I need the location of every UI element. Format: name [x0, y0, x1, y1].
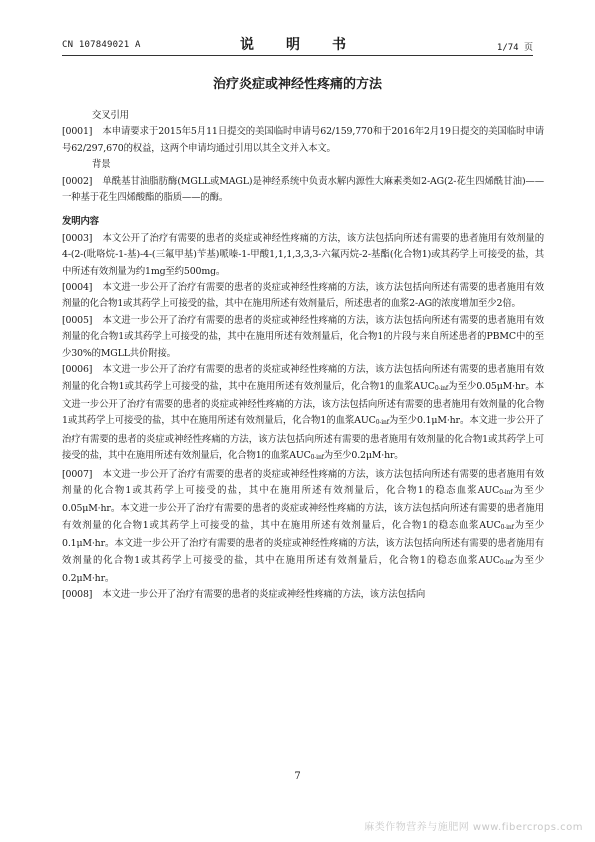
- paragraph-0007: [62, 467, 544, 588]
- paragraph-0005: [62, 313, 544, 362]
- paragraph-text: 本申请要求于2015年5月11日提交的美国临时申请号62/159,770和于2016年2月19日提交的美国临时申请号62/297,670的权益，这两个申请均通过引用以其全文并入本文。: [62, 126, 544, 154]
- subscript-0-inf: 0-inf: [499, 558, 514, 566]
- header-divider: [62, 55, 533, 56]
- header-page-count: 1/74 页: [496, 43, 533, 53]
- paragraph-number: [0005]: [62, 314, 93, 326]
- page-number: 7: [294, 771, 301, 782]
- paragraph-text-2: 为至少0.05μM·hr。本文进一步公开了治疗有需要的患者的炎症或神经性疼痛的方法，该方法包括向所述有需要的患者施用有效剂量的化合物1或其药学上可接受的盐，其中在施用所述有效剂量后，化合物1的血浆AUC: [62, 380, 544, 427]
- paragraph-0003: [62, 231, 544, 280]
- paragraph-number: [0008]: [62, 589, 93, 601]
- paragraph-number: [0004]: [62, 282, 93, 294]
- section-heading-background: 背景: [92, 159, 111, 171]
- watermark: 麻类作物营养与施肥网 www.fibercrops.com: [364, 822, 583, 833]
- paragraph-text-3: 为至少0.1μM·hr。本文进一步公开了治疗有需要的患者的炎症或神经性疼痛的方法，该方法包括向所述有需要的患者施用有效剂量的化合物1或其药学上可接受的盐，其中在施用所述有效剂量后，化合物1的稳态血浆AUC: [62, 519, 544, 566]
- section-heading-summary: 发明内容: [62, 216, 99, 228]
- header-doc-id: CN 107849021 A: [62, 40, 141, 50]
- subscript-0-inf: 0-inf: [434, 384, 448, 392]
- paragraph-text: 本文进一步公开了治疗有需要的患者的炎症或神经性疼痛的方法，该方法包括向所述有需要的患者施用有效剂量的化合物1或其药学上可接受的盐，其中在施用所述有效剂量后，化合物1的片段与来自所述患者的PBMC中的至少30%的MGLL共价附接。: [62, 314, 544, 359]
- paragraph-text: 单酰基甘油脂肪酶(MGLL或MAGL)是神经系统中负责水解内源性大麻素类如2-AG(2-花生四烯酰甘油)——一种基于花生四烯酸酯的脂质——的酶。: [62, 175, 544, 204]
- paragraph-number: [0007]: [62, 468, 93, 480]
- paragraph-text: 本文公开了治疗有需要的患者的炎症或神经性疼痛的方法，该方法包括向所述有需要的患者施用有效剂量的4-(2-(吡咯烷-1-基)-4-(三氟甲基)苄基)哌嗪-1-甲酸1,1,1,3,3,3-六氟丙烷-2-基酯(化合物1)或其药学上可接受的盐，其中所述有效剂量为约1mg至约500mg。: [62, 232, 544, 277]
- subscript-0-inf: 0-inf: [310, 454, 324, 462]
- paragraph-text-3: 为至少0.1μM·hr。本文进一步公开了治疗有需要的患者的炎症或神经性疼痛的方法，该方法包括向所述有需要的患者施用有效剂量的化合物1或其药学上可接受的盐，其中在施用所述有效剂量后，化合物1的血浆AUC: [62, 415, 544, 462]
- paragraph-text-1: 本文进一步公开了治疗有需要的患者的炎症或神经性疼痛的方法，该方法包括向所述有需要的患者施用有效剂量的化合物1或其药学上可接受的盐，其中在施用所述有效剂量后，化合物1的血浆AUC: [62, 364, 544, 392]
- paragraph-0001: [62, 124, 544, 157]
- document-title: 治疗炎症或神经性疼痛的方法: [212, 77, 382, 92]
- paragraph-0004: [62, 280, 544, 313]
- subscript-0-inf: 0-inf: [499, 488, 513, 496]
- document-body: [62, 108, 544, 604]
- paragraph-number: [0001]: [62, 126, 93, 138]
- paragraph-0006: [62, 362, 544, 466]
- paragraph-number: [0003]: [62, 232, 93, 244]
- header-title: 说 明 书: [240, 37, 355, 53]
- subscript-0-inf: 0-inf: [500, 523, 514, 531]
- paragraph-text-4: 为至少0.2μM·hr。: [323, 450, 404, 462]
- paragraph-0008: [62, 587, 544, 603]
- paragraph-text: 本文进一步公开了治疗有需要的患者的炎症或神经性疼痛的方法，该方法包括向所述有需要的患者施用有效剂量的化合物1或其药学上可接受的盐，其中在施用所述有效剂量后，所述患者的血浆2-AG的浓度增加至少2倍。: [62, 282, 544, 310]
- paragraph-text-2: 为至少0.05μM·hr。本文进一步公开了治疗有需要的患者的炎症或神经性疼痛的方法，该方法包括向所述有需要的患者施用有效剂量的化合物1或其药学上可接受的盐，其中在施用所述有效剂量后，化合物1的稳态血浆AUC: [62, 484, 544, 531]
- section-heading-cross-reference: 交叉引用: [92, 110, 129, 121]
- paragraph-number: [0002]: [62, 175, 93, 187]
- paragraph-0002: [62, 174, 544, 207]
- paragraph-text: 本文进一步公开了治疗有需要的患者的炎症或神经性疼痛的方法，该方法包括向: [102, 589, 426, 601]
- paragraph-text-1: 本文进一步公开了治疗有需要的患者的炎症或神经性疼痛的方法，该方法包括向所述有需要的患者施用有效剂量的化合物1或其药学上可接受的盐，其中在施用所述有效剂量后，化合物1的稳态血浆AUC: [62, 468, 544, 496]
- paragraph-number: [0006]: [62, 364, 93, 376]
- subscript-0-inf: 0-inf: [375, 419, 389, 427]
- paragraph-text-4: 为至少0.2μM·hr。: [62, 554, 544, 584]
